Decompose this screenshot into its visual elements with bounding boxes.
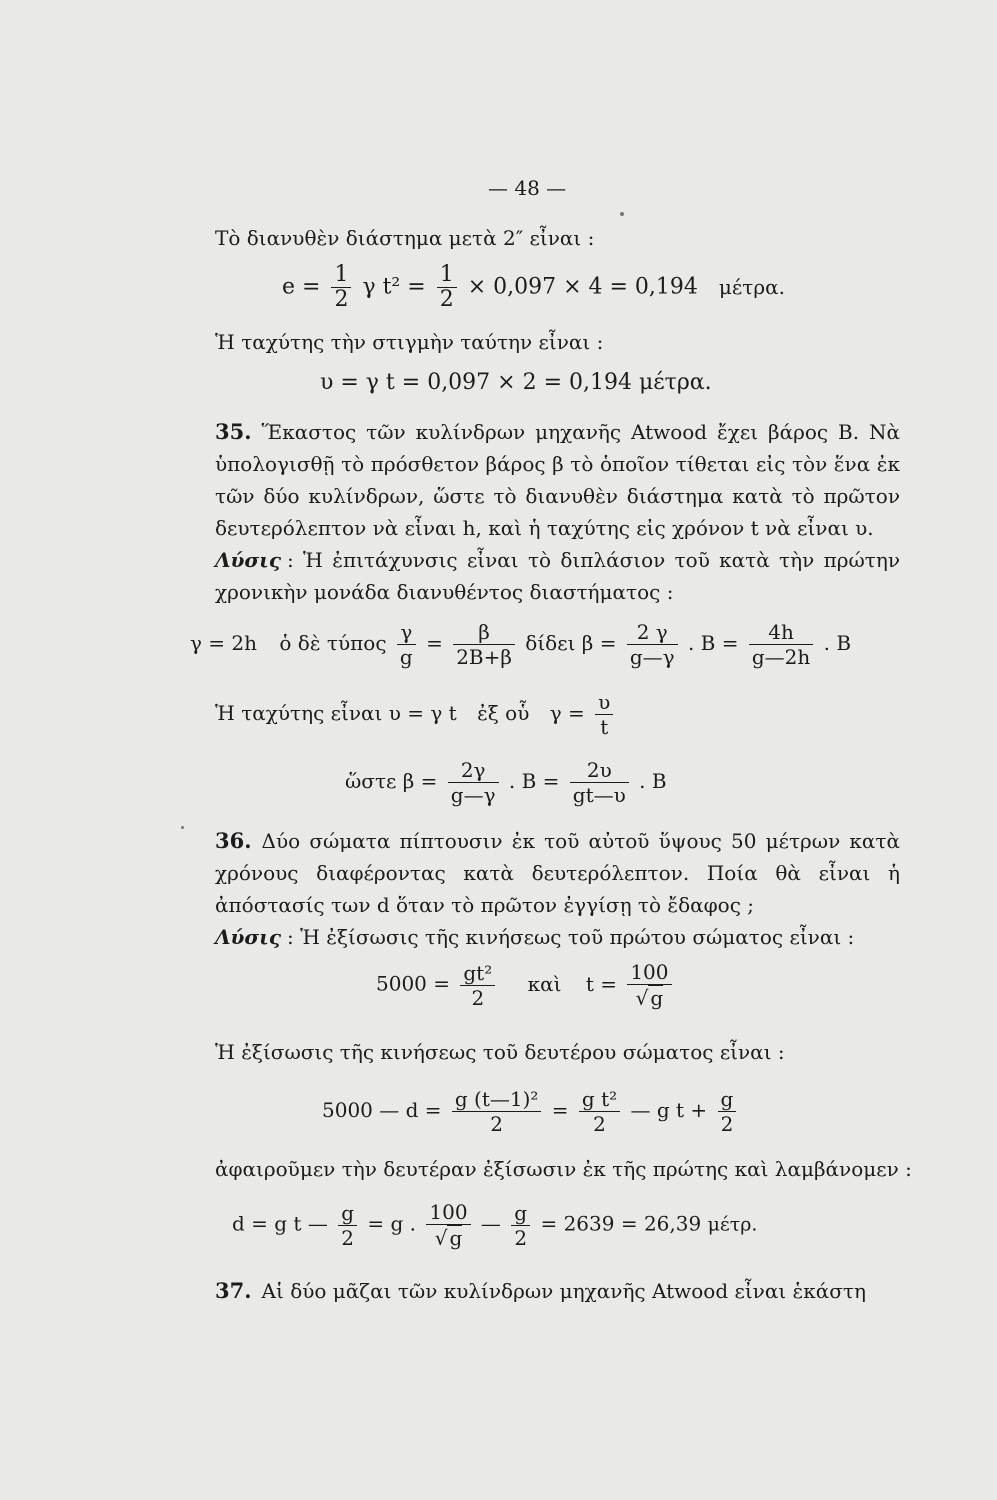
- eq-term: t =: [585, 971, 617, 996]
- problem-text: Αἱ δύο μᾶζαι τῶν κυλίνδρων μηχανῆς Atwood εἶναι ἑκάστη: [261, 1279, 866, 1303]
- solution-label: Λύσις: [215, 925, 281, 949]
- eq-term: γ =: [549, 701, 585, 725]
- eq-term: . Β =: [508, 769, 560, 793]
- print-speck: [620, 212, 624, 216]
- sqrt-sign: √: [635, 986, 649, 1010]
- eq-term: × 0,097 × 4 = 0,194: [467, 274, 698, 300]
- eq-term: καὶ: [527, 971, 562, 996]
- eq-term: . Β: [639, 769, 667, 793]
- text-line: Τὸ διανυθὲν διάστημα μετὰ 2″ εἶναι :: [215, 226, 595, 250]
- fraction: $\frac{2\upsilon}{gt—\upsilon}$: [570, 758, 629, 807]
- fraction: $\frac{4h}{g—2h}$: [749, 620, 813, 669]
- solution-36: [215, 921, 900, 953]
- problem-text: Ἕκαστος τῶν κυλίνδρων μηχανῆς Atwood ἔχει βάρος Β. Νὰ ὑπολογισθῇ τὸ πρόσθετον βάρος β τὸ ὁποῖον τίθεται εἰς τὸν ἕνα ἐκ τῶν δύο κυλίνδρων, ὥστε τὸ διανυθὲν διάστημα κατὰ τὸ πρῶτον δευτερόλεπτον νὰ εἶναι h, καὶ ἡ ταχύτης εἰς χρόνον t νὰ εἶναι υ.: [215, 420, 900, 540]
- eq-term: ἐξ οὗ: [477, 701, 530, 725]
- fraction: $\frac{1}{2}$: [437, 263, 457, 312]
- fraction: $\frac{\upsilon}{t}$: [595, 690, 613, 739]
- eq-term: 5000 =: [376, 971, 451, 996]
- equation-distance-result: [232, 1200, 757, 1250]
- equation-velocity-time: [215, 690, 617, 739]
- fraction: $\frac{\text{g (t—1)²}}{2}$: [452, 1087, 542, 1136]
- eq-unit: μέτρ.: [707, 1213, 758, 1236]
- problem-36: [215, 825, 900, 921]
- fraction: $\frac{g}{2}$: [338, 1201, 357, 1250]
- eq-term: d = g t —: [232, 1211, 328, 1236]
- eq-term: ὥστε β =: [345, 769, 438, 793]
- radicand: g: [650, 986, 664, 1010]
- eq-term: ὁ δὲ τύπος: [279, 631, 387, 655]
- fraction: $\frac{\text{gt²}}{2}$: [460, 961, 495, 1010]
- text-line: ἀφαιροῦμεν τὴν δευτέραν ἐξίσωσιν ἐκ τῆς πρώτης καὶ λαμβάνομεν :: [215, 1157, 912, 1181]
- radicand: g: [449, 1226, 463, 1250]
- eq-term: γ t² =: [362, 274, 426, 300]
- eq-term: — g t +: [630, 1098, 708, 1122]
- equation-first-body: [376, 960, 676, 1010]
- fraction: $\frac{\gamma}{g}$: [397, 620, 416, 669]
- fraction: $\frac{g}{2}$: [511, 1201, 530, 1250]
- equation-result-35: [345, 758, 667, 807]
- equation-velocity: υ = γ t = 0,097 × 2 = 0,194 μέτρα.: [320, 370, 712, 395]
- text-line: Ἡ ταχύτης τὴν στιγμὴν ταύτην εἶναι :: [215, 330, 604, 354]
- sqrt-sign: √: [434, 1226, 448, 1250]
- eq-term: = 2639 = 26,39: [540, 1211, 702, 1236]
- problem-37: [215, 1275, 900, 1307]
- fraction: $\frac{100}{√ g}$: [627, 960, 671, 1010]
- eq-term: 5000 — d =: [322, 1098, 442, 1122]
- fraction: $\frac{\beta}{2B+\beta}$: [453, 620, 515, 669]
- print-speck: [181, 826, 184, 829]
- equation-distance: [282, 263, 785, 312]
- fraction: $\frac{2\gamma}{g—\gamma}$: [448, 758, 499, 807]
- eq-term: =: [551, 1098, 569, 1122]
- fraction: $\frac{100}{√ g}$: [426, 1200, 470, 1250]
- eq-term: e =: [282, 274, 321, 300]
- eq-term: . Β: [823, 631, 852, 655]
- problem-number: 35.: [215, 419, 252, 444]
- solution-text: : Ἡ ἐξίσωσις τῆς κινήσεως τοῦ πρώτου σώματος εἶναι :: [287, 925, 855, 949]
- eq-unit: μέτρα.: [718, 274, 785, 299]
- equation-second-body: [322, 1087, 740, 1136]
- eq-term: = g .: [367, 1211, 417, 1236]
- fraction: $\frac{\text{g t²}}{2}$: [579, 1087, 620, 1136]
- solution-label: Λύσις: [215, 548, 281, 572]
- equation-acceleration: [190, 620, 851, 669]
- problem-35: [215, 416, 900, 544]
- problem-text: Δύο σώματα πίπτουσιν ἐκ τοῦ αὐτοῦ ὕψους 50 μέτρων κατὰ χρόνους διαφέροντας κατὰ δευτερόλεπτον. Ποία θὰ εἶναι ἡ ἀπόστασίς των d ὅταν τὸ πρῶτον ἐγγίσῃ τὸ ἔδαφος ;: [215, 829, 900, 917]
- page-number: — 48 —: [488, 176, 567, 200]
- solution-text: : Ἡ ἐπιτάχυνσις εἶναι τὸ διπλάσιον τοῦ κατὰ τὴν πρώτην χρονικὴν μονάδα διανυθέντος διαστήματος :: [215, 548, 900, 604]
- solution-35: [215, 544, 900, 608]
- eq-term: . Β =: [687, 631, 739, 655]
- fraction: $\frac{2 \gamma}{g—\gamma}$: [627, 620, 678, 669]
- problem-number: 37.: [215, 1278, 252, 1303]
- eq-term: δίδει β =: [525, 631, 617, 655]
- eq-term: Ἡ ταχύτης εἶναι υ = γ t: [215, 701, 457, 725]
- eq-term: —: [480, 1211, 501, 1236]
- text-line: Ἡ ἐξίσωσις τῆς κινήσεως τοῦ δευτέρου σώματος εἶναι :: [215, 1040, 785, 1064]
- problem-number: 36.: [215, 828, 252, 853]
- eq-term: γ = 2h: [190, 631, 258, 655]
- fraction: $\frac{g}{2}$: [718, 1087, 737, 1136]
- fraction: $\frac{1}{2}$: [331, 263, 351, 312]
- eq-term: =: [426, 631, 443, 655]
